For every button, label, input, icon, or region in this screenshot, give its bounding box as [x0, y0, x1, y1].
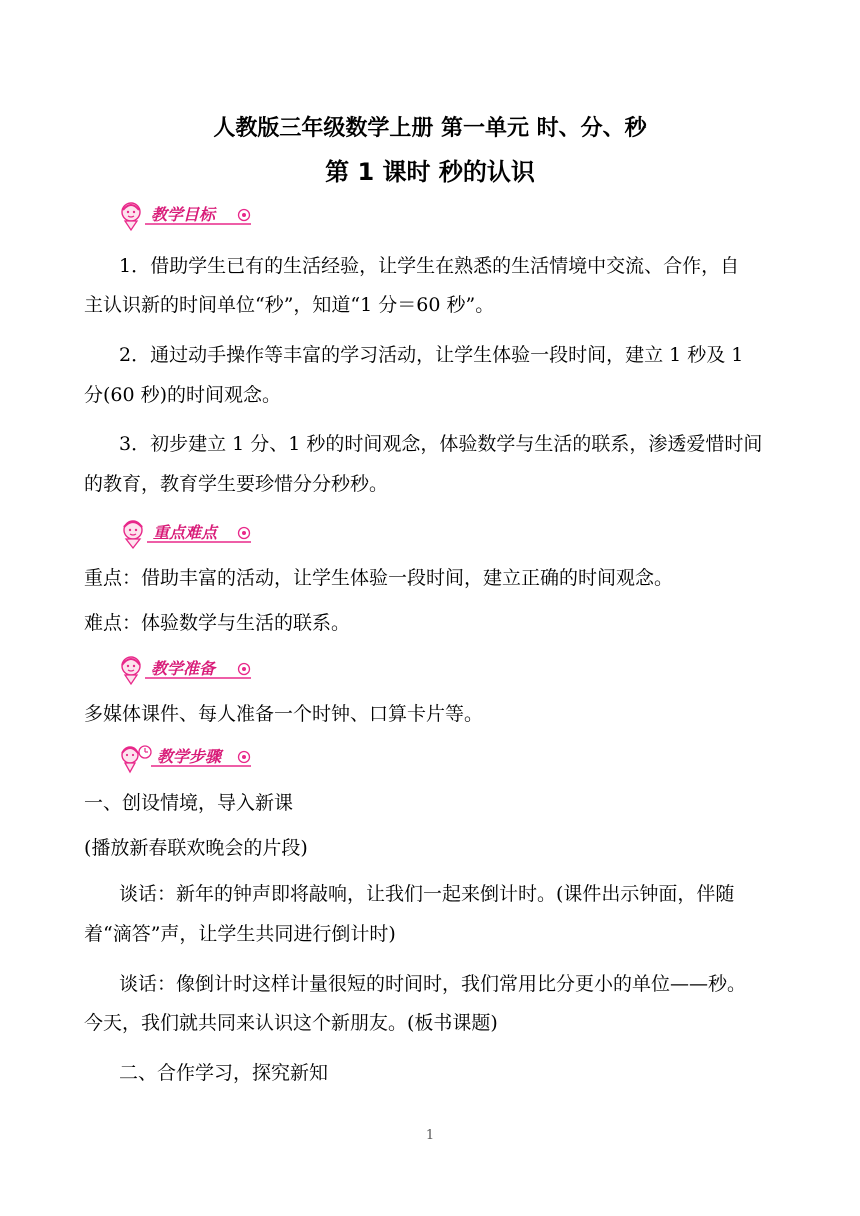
talk-2-line-1: 谈话：像倒计时这样计量很短的时间时，我们常用比分更小的单位——秒。 — [119, 973, 747, 995]
badge-label: 重点难点 — [153, 523, 218, 542]
goal-3-line-2: 的教育，教育学生要珍惜分分秒秒。 — [84, 473, 389, 495]
target-icon — [239, 210, 250, 221]
girl-mascot-icon — [122, 657, 140, 684]
goal-2-line-2: 分(60 秒)的时间观念。 — [84, 384, 282, 406]
badge-label: 教学目标 — [151, 205, 216, 224]
section-badge-prep — [119, 654, 259, 684]
step-1-heading: 一、创设情境，导入新课 — [84, 792, 294, 814]
talk-1-line-2: 着“滴答”声，让学生共同进行倒计时) — [84, 923, 396, 945]
target-icon — [239, 664, 250, 675]
girl-mascot-icon — [122, 203, 140, 230]
goal-1-line-1: 1．借助学生已有的生活经验，让学生在熟悉的生活情境中交流、合作，自 — [119, 255, 740, 277]
prep-text: 多媒体课件、每人准备一个时钟、口算卡片等。 — [84, 703, 484, 725]
section-badge-keypoints — [119, 518, 259, 548]
step-1-note: (播放新春联欢晚会的片段) — [84, 837, 308, 859]
step-2-heading: 二、合作学习，探究新知 — [119, 1062, 329, 1084]
talk-2-line-2: 今天，我们就共同来认识这个新朋友。(板书课题) — [84, 1012, 498, 1034]
goal-3-line-1: 3．初步建立 1 分、1 秒的时间观念，体验数学与生活的联系，渗透爱惜时间 — [119, 433, 763, 455]
girl-clock-mascot-icon — [122, 746, 151, 772]
target-icon — [239, 528, 250, 539]
section-badge-steps — [119, 742, 259, 772]
goal-1-line-2: 主认识新的时间单位“秒”，知道“1 分＝60 秒”。 — [84, 294, 495, 316]
badge-label: 教学步骤 — [157, 747, 222, 766]
badge-label: 教学准备 — [151, 659, 216, 678]
target-icon — [239, 752, 250, 763]
document-title: 人教版三年级数学上册 第一单元 时、分、秒 — [213, 116, 647, 141]
lesson-subtitle: 第 1 课时 秒的认识 — [325, 158, 535, 186]
page-number: 1 — [425, 1128, 435, 1143]
talk-1-line-1: 谈话：新年的钟声即将敲响，让我们一起来倒计时。(课件出示钟面，伴随 — [119, 883, 735, 905]
goal-2-line-1: 2．通过动手操作等丰富的学习活动，让学生体验一段时间，建立 1 秒及 1 — [119, 344, 744, 366]
key-point: 重点：借助丰富的活动，让学生体验一段时间，建立正确的时间观念。 — [84, 567, 674, 589]
section-badge-goals — [119, 200, 259, 230]
difficult-point: 难点：体验数学与生活的联系。 — [84, 612, 351, 634]
girl-mascot-icon — [124, 521, 142, 548]
